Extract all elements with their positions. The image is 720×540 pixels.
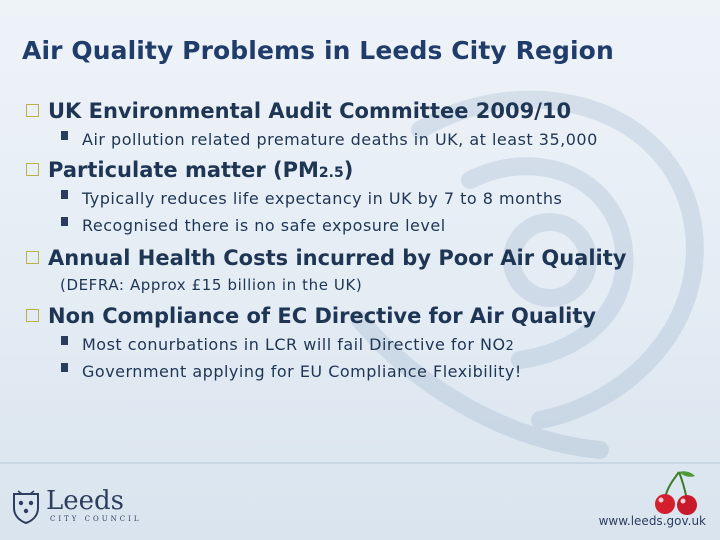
footer-divider — [0, 462, 720, 464]
bullet-text: Government applying for EU Compliance Flexibility! — [82, 362, 522, 381]
bullet-text: Air pollution related premature deaths in UK, at least 35,000 — [82, 130, 598, 149]
section-heading-audit-committee — [26, 96, 716, 126]
pm-subscript: 2.5 — [318, 165, 344, 181]
section-heading-health-costs — [26, 243, 716, 273]
checkbox-bullet-icon — [26, 163, 39, 176]
checkbox-bullet-icon — [26, 104, 39, 117]
section-heading-close: ) — [343, 158, 354, 182]
section-heading-particulate-matter — [26, 155, 716, 185]
section-heading-text: Non Compliance of EC Directive for Air Quality — [48, 304, 597, 328]
bullet-text: Most conurbations in LCR will fail Directive for NO — [82, 335, 506, 354]
square-bullet-icon — [61, 336, 68, 345]
bullet-conurbations — [26, 331, 716, 358]
bullet-text: Typically reduces life expectancy in UK by 7 to 8 months — [82, 189, 563, 208]
checkbox-bullet-icon — [26, 309, 39, 322]
checkbox-bullet-icon — [26, 251, 39, 264]
leeds-crest-icon — [12, 490, 40, 524]
square-bullet-icon — [61, 131, 68, 140]
bullet-eu-flexibility — [26, 358, 716, 385]
leeds-city-council-logo — [8, 484, 142, 530]
no2-subscript: 2 — [505, 339, 515, 354]
section-heading-text: UK Environmental Audit Committee 2009/10 — [48, 99, 572, 123]
slide-title: Air Quality Problems in Leeds City Region — [22, 36, 614, 65]
bullet-life-expectancy — [26, 185, 716, 212]
square-bullet-icon — [61, 190, 68, 199]
section-heading-text: Particulate matter (PM — [48, 158, 319, 182]
logo-subtitle: CITY COUNCIL — [50, 515, 142, 523]
square-bullet-icon — [61, 217, 68, 226]
logo-wordmark: Leeds — [46, 486, 125, 516]
bullet-text: Recognised there is no safe exposure level — [82, 216, 446, 235]
section-heading-text: Annual Health Costs incurred by Poor Air Quality — [48, 246, 627, 270]
square-bullet-icon — [61, 363, 68, 372]
bullet-no-safe-level — [26, 212, 716, 239]
cherries-icon — [651, 468, 703, 516]
slide-content — [26, 96, 716, 385]
defra-note: (DEFRA: Approx £15 billion in the UK) — [60, 276, 363, 294]
bullet-premature-deaths — [26, 126, 716, 153]
council-website-url: www.leeds.gov.uk — [598, 514, 706, 528]
section-heading-non-compliance — [26, 301, 716, 331]
